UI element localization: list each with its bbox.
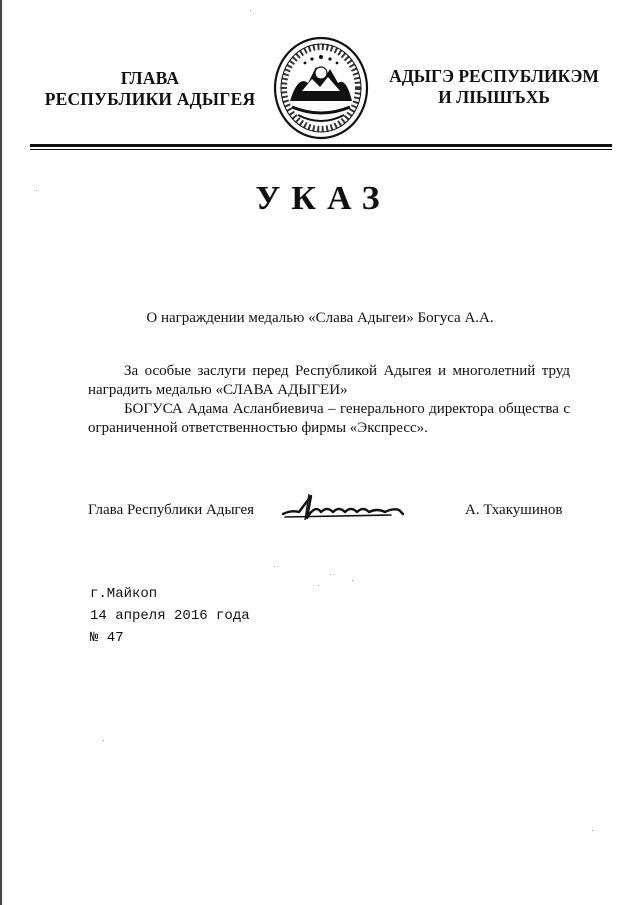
scan-edge [0, 0, 2, 905]
header-right [378, 66, 610, 108]
header-left-line2: РЕСПУБЛИКИ АДЫГЕЯ [44, 89, 256, 109]
document-subject: О награждении медалью «Слава Адыгеи» Богуса А.А. [146, 310, 494, 326]
header-divider-thin [30, 149, 612, 150]
stamp-city: г.Майкоп [90, 586, 158, 602]
republic-emblem-icon [268, 35, 374, 141]
document-title: УКАЗ [255, 180, 391, 217]
stamp-number: № 47 [90, 630, 124, 646]
stamp-date: 14 апреля 2016 года [90, 608, 250, 624]
header-left-line1: ГЛАВА [120, 68, 180, 88]
scan-speck [330, 574, 331, 575]
scan-speck [103, 740, 104, 741]
signer-name: А. Тхакушинов [465, 502, 563, 518]
header-left [30, 68, 270, 110]
handwritten-signature-icon [281, 490, 406, 526]
header-right-line2: И ЛІЫШЪХЬ [438, 87, 550, 107]
scan-speck [592, 830, 593, 831]
scan-speck [250, 10, 251, 11]
scan-speck [36, 190, 37, 191]
header-right-line1: АДЫГЭ РЕСПУБЛИКЭМ [389, 66, 599, 86]
body-paragraph-1: За особые заслуги перед Республикой Адыгея и многолетний труд наградить медалью «СЛАВА АДЫГЕИ» [88, 363, 570, 398]
scan-speck [352, 580, 353, 581]
document-body [88, 362, 570, 438]
registration-stamp [90, 583, 250, 649]
signatory-position: Глава Республики Адыгея [88, 502, 255, 518]
body-paragraph-2: БОГУСА Адама Асланбиевича – генерального директора общества с ограниченной ответственностью фирмы «Экспресс». [88, 401, 570, 436]
header-divider-thick [30, 144, 612, 147]
scan-speck [318, 585, 319, 586]
scan-speck [274, 566, 275, 567]
